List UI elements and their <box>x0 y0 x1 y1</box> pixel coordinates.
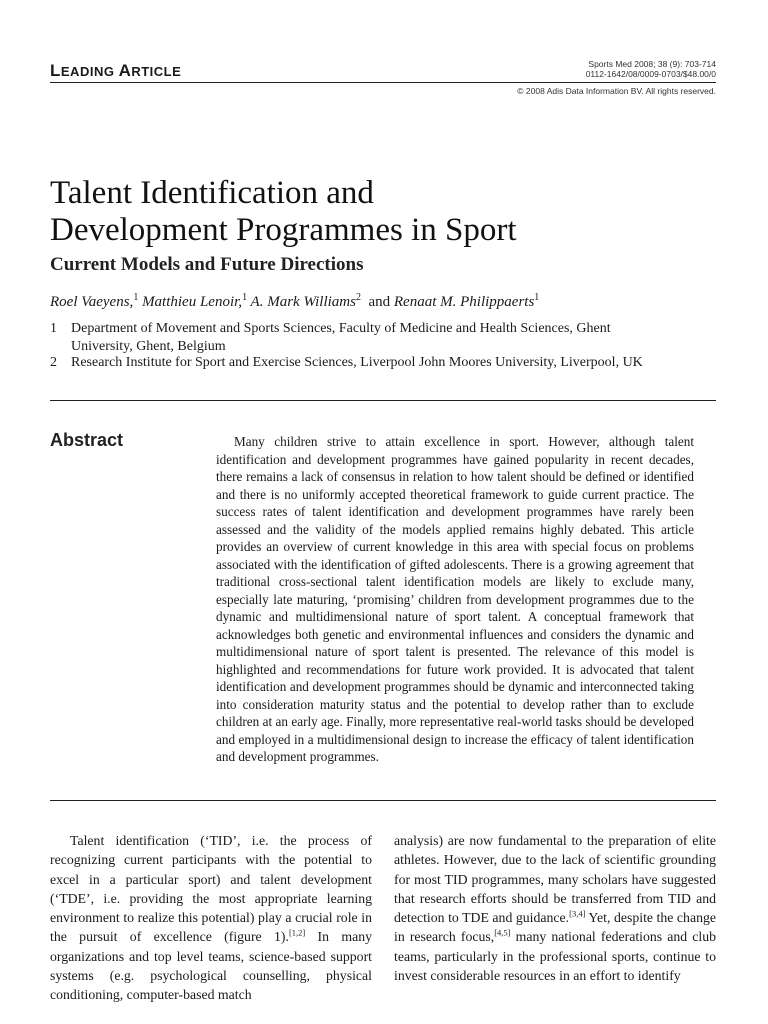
body-text: Yet, despite the change in research focus, <box>394 910 716 945</box>
author-name: Roel Vaeyens, <box>50 294 134 310</box>
affiliation-text: Department of Movement and Sports Sciences, Faculty of Medicine and Health Sciences, Ghent University, Ghent, Belgium <box>71 321 611 354</box>
author-list <box>50 292 539 311</box>
title-line-1: Talent Identification and <box>50 175 374 211</box>
article-type-cap-1: L <box>50 61 61 80</box>
body-text: analysis) are now fundamental to the preparation of elite athletes. However, due to the lack of scientific grounding for most TID programmes, many scholars have suggested that research efforts should be transferred from TID and detection to TDE and guidance. <box>394 833 716 926</box>
article-type-cap-2: A <box>118 61 132 80</box>
article-subtitle: Current Models and Future Directions <box>50 254 364 275</box>
abstract-bottom-rule <box>50 800 716 801</box>
author-name: Matthieu Lenoir, <box>142 294 243 310</box>
affiliation-1 <box>50 320 650 356</box>
article-type-rest-1: EADING <box>60 64 119 79</box>
author-affiliation-mark: 1 <box>133 292 139 303</box>
author-affiliation-mark: 1 <box>242 292 248 303</box>
author-name: A. Mark Williams <box>250 294 356 310</box>
copyright-notice: © 2008 Adis Data Information BV. All rights reserved. <box>517 86 716 96</box>
affiliation-number: 2 <box>50 355 57 370</box>
affiliation-2 <box>50 354 650 372</box>
body-text: many national federations and club teams, particularly in the professional sports, continue to invest considerable resources in an effort to identify <box>394 929 716 984</box>
author-affiliation-mark: 2 <box>355 292 361 303</box>
author-affiliation-mark: 1 <box>534 292 540 303</box>
body-column-right <box>394 831 716 985</box>
title-line-2: Development Programmes in Sport <box>50 212 517 248</box>
article-type-rest-2: RTICLE <box>131 64 182 79</box>
authors-and: and <box>368 294 391 310</box>
issn: 0112-1642/08/0009-0703/$48.00/0 <box>585 69 716 79</box>
abstract-text: Many children strive to attain excellence in sport. However, although talent identification and development programmes have gained popularity in recent decades, there remains a lack of consensus in relation to how talent should be defined or identified and there is no uniformly accepted theoretical framework to guide current practice. The success rates of talent identification and development programmes have rarely been assessed and the validity of the models applied remains highly debated. This article provides an overview of current knowledge in this area with special focus on problems associated with the identification of gifted adolescents. There is a growing agreement that traditional cross-sectional talent identification models are likely to exclude many, especially late maturing, ‘promising’ children from development programmes due to the dynamic and multidimensional nature of sport talent. A conceptual framework that acknowledges both genetic and environmental influences and considers the dynamic and multidimensional nature of sport talent is presented. The relevance of this model is highlighted and recommendations for future work provided. It is advocated that talent identification and development programmes should be dynamic and interconnected taking into consideration maturity status and the potential to develop rather than to exclude children at an early age. Finally, more representative real-world tasks should be developed and employed in a multidimensional design to increase the efficacy of talent identification and development programmes. <box>216 434 694 764</box>
article-type-label <box>50 61 181 81</box>
journal-info <box>586 59 716 79</box>
body-column-left <box>50 831 372 1005</box>
body-text: Talent identification (‘TID’, i.e. the process of recognizing current participants with the potential to excel in a particular sport) and talent development (‘TDE’, i.e. providing the most appropriate learning environment to realize this potential) play a crucial role in the pursuit of excellence (figure 1). <box>50 833 372 945</box>
affiliation-text: Research Institute for Sport and Exercise Sciences, Liverpool John Moores University, Liverpool, UK <box>71 355 643 370</box>
article-title <box>50 175 517 249</box>
journal-citation: Sports Med 2008; 38 (9): 703-714 <box>588 59 716 69</box>
citation-ref[interactable]: [4,5] <box>494 927 511 938</box>
header-rule <box>50 82 716 83</box>
abstract-top-rule <box>50 400 716 401</box>
citation-ref[interactable]: [3,4] <box>569 908 586 919</box>
abstract-heading: Abstract <box>50 430 124 450</box>
citation-ref[interactable]: [1,2] <box>288 927 306 938</box>
affiliation-number: 1 <box>50 321 57 336</box>
author-name: Renaat M. Philippaerts <box>393 294 535 310</box>
body-text: In many organizations and top level teams, science-based support systems (e.g. psychological counselling, physical conditioning, computer-based match <box>50 929 373 1003</box>
